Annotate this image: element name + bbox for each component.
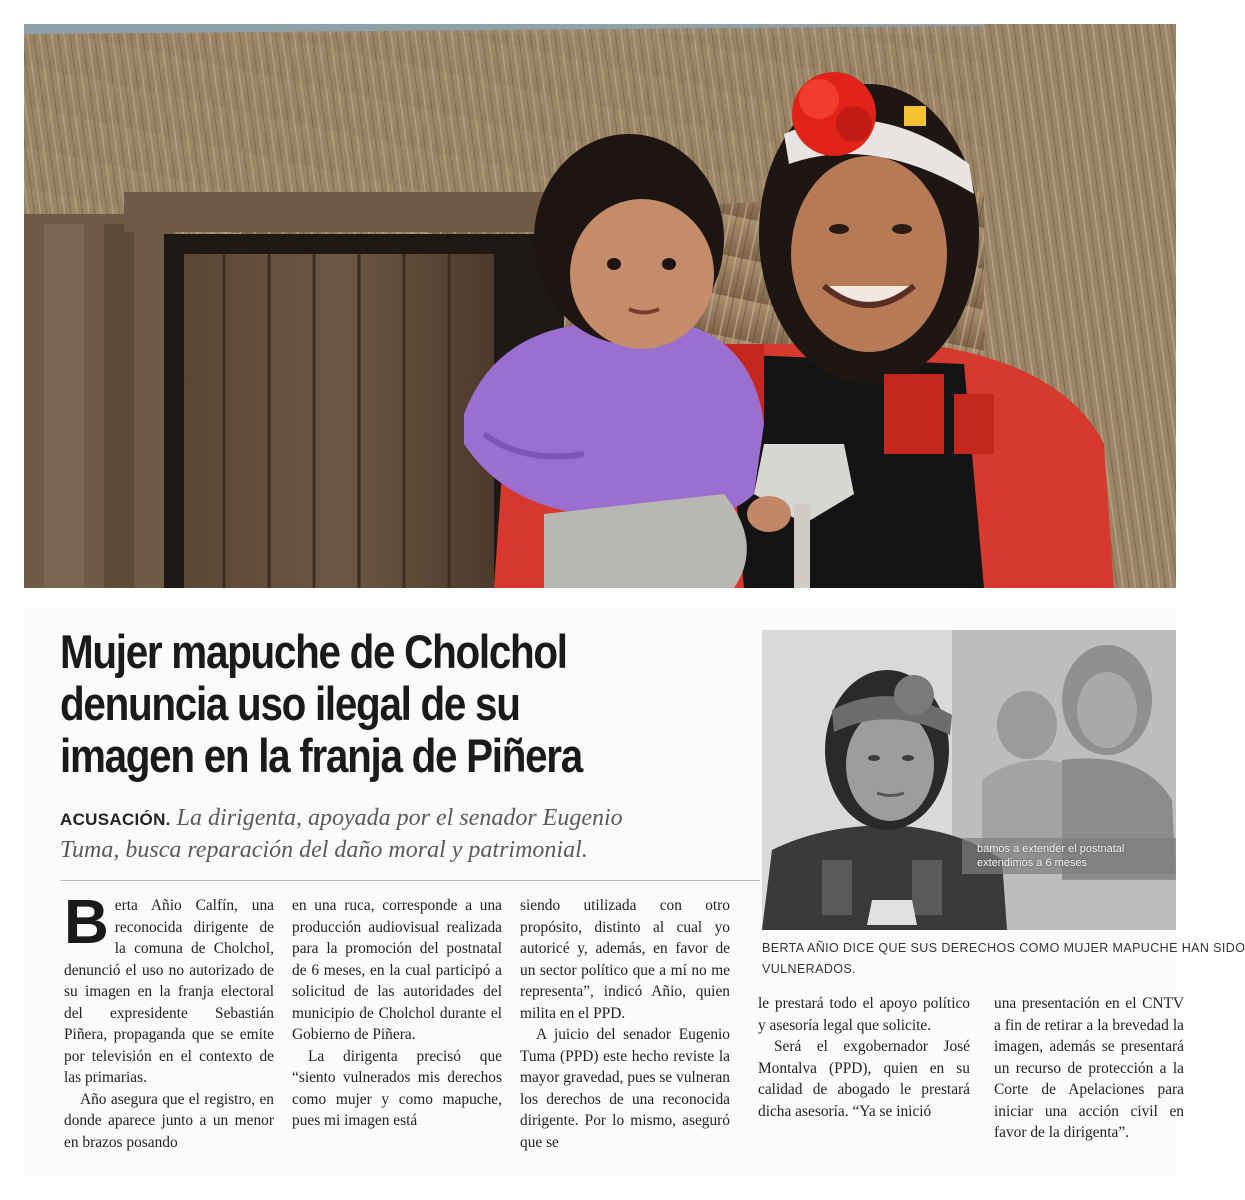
subtitle-line: extendimos a 6 meses: [977, 857, 1088, 869]
photo-scene: [24, 24, 1176, 588]
drop-cap: B: [64, 888, 109, 957]
headline-line: imagen en la franja de Piñera: [60, 729, 582, 782]
paragraph: Será el exgobernador José Montalva (PPD), quien en su calidad de abogado le prestará dicha asesoría. “Ya se inició: [758, 1038, 970, 1120]
paragraph: le prestará todo el apoyo político y asesoría legal que solicite.: [758, 995, 970, 1034]
paragraph: Año asegura que el registro, en donde aparece junto a un menor en brazos posando: [64, 1090, 274, 1151]
paragraph: una presentación en el CNTV a fin de retirar a la brevedad la imagen, además se presentará un recurso de protección a la Corte de Apelaciones para iniciar una acción civil en favor de la dirigenta”.: [994, 995, 1184, 1141]
article-column-5: [994, 993, 1184, 1144]
caption-line: BERTA AÑIO DICE QUE SUS DERECHOS COMO MUJER MAPUCHE HAN SIDO: [762, 941, 1245, 955]
paragraph: erta Añio Calfín, una reconocida dirigente de la comuna de Cholchol, denunció el uso no autorizado de su imagen en la franja electoral del expresidente Sebastián Piñera, propaganda que se emite por televisión en el contexto de las primarias.: [64, 897, 274, 1086]
divider: [60, 880, 760, 881]
headline-line: Mujer mapuche de Cholchol: [60, 625, 567, 678]
lead-kicker: ACUSACIÓN.: [60, 810, 171, 829]
caption-line: VULNERADOS.: [762, 962, 857, 976]
inset-subtitle: [977, 842, 1124, 870]
article-lead: [60, 803, 740, 866]
inset-photo: [762, 630, 1176, 930]
article-column-1: [64, 888, 274, 1153]
article-column-3: [520, 895, 730, 1153]
photo-caption: [762, 938, 1245, 980]
lead-line: La dirigenta, apoyada por el senador Eugenio: [176, 805, 623, 831]
paragraph: La dirigenta precisó que “siento vulnerados mis derechos como mujer y como mapuche, pues mi imagen está: [292, 1047, 502, 1129]
paragraph: siendo utilizada con otro propósito, distinto al cual yo autoricé y, además, en favor de un sector político que a mí no me representa”, indicó Añio, quien milita en el PPD.: [520, 897, 730, 1022]
paragraph: A juicio del senador Eugenio Tuma (PPD) este hecho reviste la mayor gravedad, pues se vulneran los derechos de una reconocida dirigente. Por lo mismo, aseguró que se: [520, 1026, 730, 1151]
article-headline: [60, 626, 662, 782]
subtitle-line: bamos a extender el postnatal: [977, 843, 1125, 855]
lead-line: Tuma, busca reparación del daño moral y patrimonial.: [60, 837, 588, 863]
article-column-2: [292, 895, 502, 1132]
top-photo: [24, 24, 1176, 588]
headline-line: denuncia uso ilegal de su: [60, 677, 520, 730]
inset-scene: [762, 630, 1176, 930]
article-column-4: [758, 993, 970, 1122]
paragraph: en una ruca, corresponde a una producción audiovisual realizada para la promoción del postnatal de 6 meses, en la cual participó a solicitud de las autoridades del municipio de Cholchol durante el Gobierno de Piñera.: [292, 897, 502, 1043]
newspaper-clipping: [24, 608, 1245, 1176]
